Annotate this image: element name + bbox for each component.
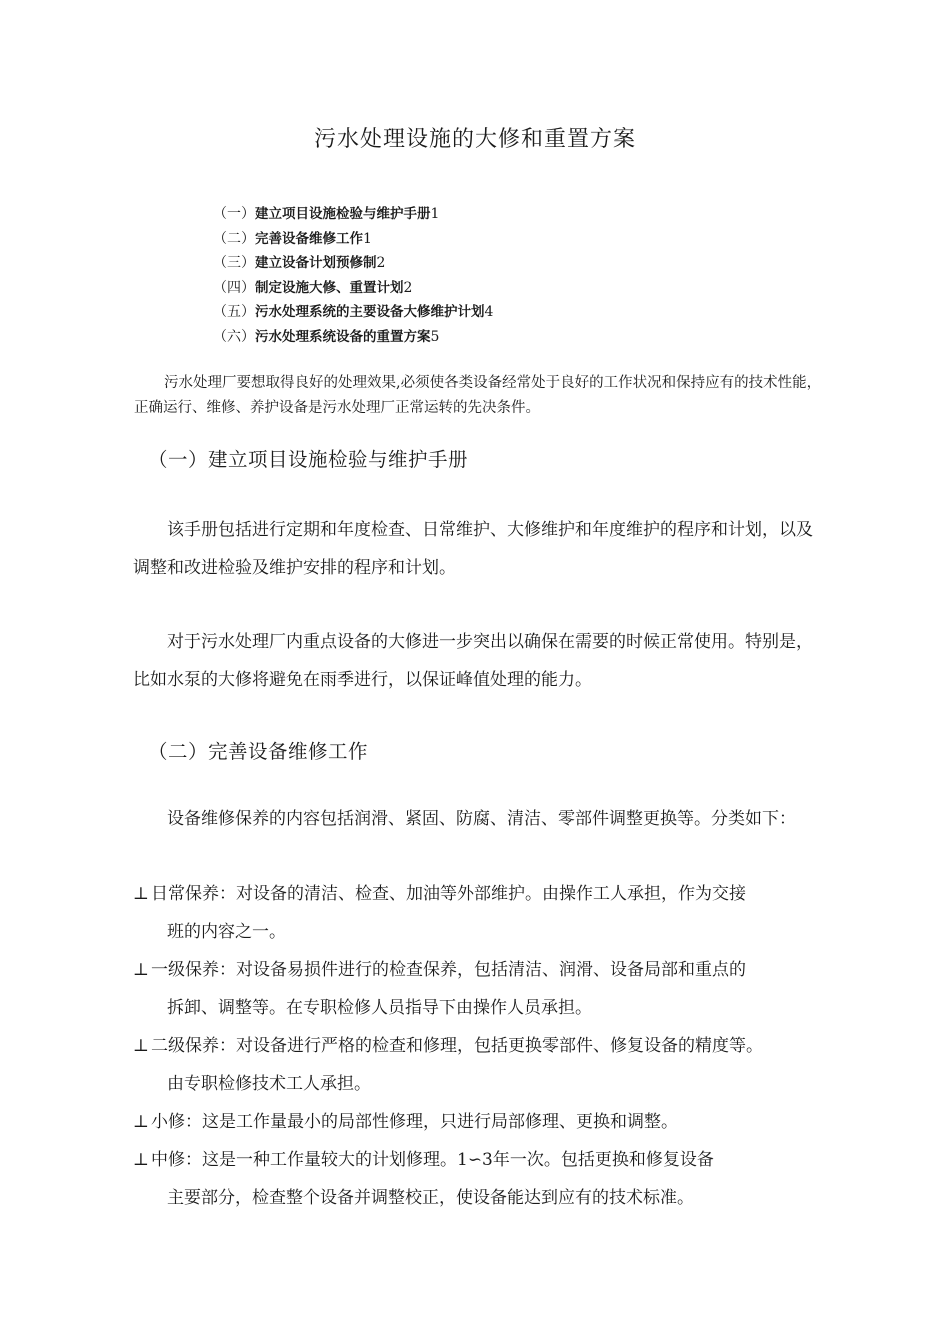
toc-page: 1 bbox=[430, 206, 440, 222]
section1-paragraph-1: 该手册包括进行定期和年度检查、日常维护、大修维护和年度维护的程序和计划，以及调整和改进检验及维护安排的程序和计划。 bbox=[133, 520, 813, 578]
intro-paragraph: 污水处理厂要想取得良好的处理效果,必须使各类设备经常处于良好的工作状况和保持应有的技术性能，正确运行、维修、养护设备是污水处理厂正常运转的先决条件。 bbox=[134, 375, 822, 416]
toc-number: （六） bbox=[213, 328, 255, 345]
bullet-mark: ⊥ bbox=[133, 884, 149, 904]
toc-number: （三） bbox=[213, 255, 255, 272]
list-item-text: 小修：这是工作量最小的局部性修理，只进行局部修理、更换和调整。 bbox=[151, 1112, 678, 1132]
list-item-text: 一级保养：对设备易损件进行的检查保养，包括清洁、润滑、设备局部和重点的 bbox=[151, 960, 746, 980]
list-item-continuation: 班的内容之一。 bbox=[167, 922, 286, 942]
section-heading-2: （二）完善设备维修工作 bbox=[148, 740, 369, 763]
toc-text: 制定设施大修、重置计划 bbox=[255, 279, 404, 296]
toc-entry[interactable] bbox=[213, 251, 493, 276]
list-item-continuation: 由专职检修技术工人承担。 bbox=[167, 1074, 371, 1094]
list-item-continuation: 主要部分，检查整个设备并调整校正，使设备能达到应有的技术标准。 bbox=[167, 1188, 694, 1208]
toc-number: （四） bbox=[213, 279, 255, 296]
list-item-text: 中修：这是一种工作量较大的计划修理。1∽3年一次。包括更换和修复设备 bbox=[151, 1150, 714, 1170]
toc-text: 污水处理系统的主要设备大修维护计划 bbox=[255, 304, 485, 321]
toc-text: 建立设备计划预修制 bbox=[255, 255, 377, 272]
section2-paragraph-1: 设备维修保养的内容包括润滑、紧固、防腐、清洁、零部件调整更换等。分类如下： bbox=[167, 809, 796, 829]
list-item bbox=[133, 1141, 843, 1217]
bullet-mark: ⊥ bbox=[133, 1150, 149, 1170]
bullet-mark: ⊥ bbox=[133, 960, 149, 980]
list-item bbox=[133, 875, 843, 951]
toc-entry[interactable] bbox=[213, 300, 493, 325]
toc-text: 污水处理系统设备的重置方案 bbox=[255, 328, 431, 345]
toc-page: 4 bbox=[484, 304, 494, 321]
list-item-text: 日常保养：对设备的清洁、检查、加油等外部维护。由操作工人承担，作为交接 bbox=[151, 884, 746, 904]
list-item-continuation: 拆卸、调整等。在专职检修人员指导下由操作人员承担。 bbox=[167, 998, 592, 1018]
toc-page: 2 bbox=[376, 255, 386, 272]
bullet-mark: ⊥ bbox=[133, 1112, 149, 1132]
table-of-contents bbox=[213, 202, 493, 350]
toc-page: 5 bbox=[430, 328, 440, 345]
toc-entry[interactable] bbox=[213, 325, 493, 350]
section-heading-1: （一）建立项目设施检验与维护手册 bbox=[148, 448, 469, 471]
list-item bbox=[133, 1027, 843, 1103]
section1-paragraph-2: 对于污水处理厂内重点设备的大修进一步突出以确保在需要的时候正常使用。特别是，比如水泵的大修将避免在雨季进行，以保证峰值处理的能力。 bbox=[133, 632, 813, 690]
list-item-text: 二级保养：对设备进行严格的检查和修理，包括更换零部件、修复设备的精度等。 bbox=[151, 1036, 763, 1056]
list-item bbox=[133, 951, 843, 1027]
toc-entry[interactable] bbox=[213, 227, 493, 252]
toc-text: 建立项目设施检验与维护手册 bbox=[255, 206, 431, 222]
list-item bbox=[133, 1103, 843, 1141]
toc-entry[interactable] bbox=[213, 202, 493, 227]
toc-text: 完善设备维修工作 bbox=[255, 230, 363, 247]
toc-entry[interactable] bbox=[213, 276, 493, 301]
toc-number: （五） bbox=[213, 304, 255, 321]
toc-page: 1 bbox=[363, 230, 372, 247]
maintenance-list bbox=[133, 875, 843, 1217]
bullet-mark: ⊥ bbox=[133, 1036, 149, 1056]
toc-number: （二） bbox=[213, 230, 255, 247]
toc-number: （一） bbox=[213, 206, 255, 222]
document-title: 污水处理设施的大修和重置方案 bbox=[313, 127, 636, 152]
toc-page: 2 bbox=[403, 279, 413, 296]
